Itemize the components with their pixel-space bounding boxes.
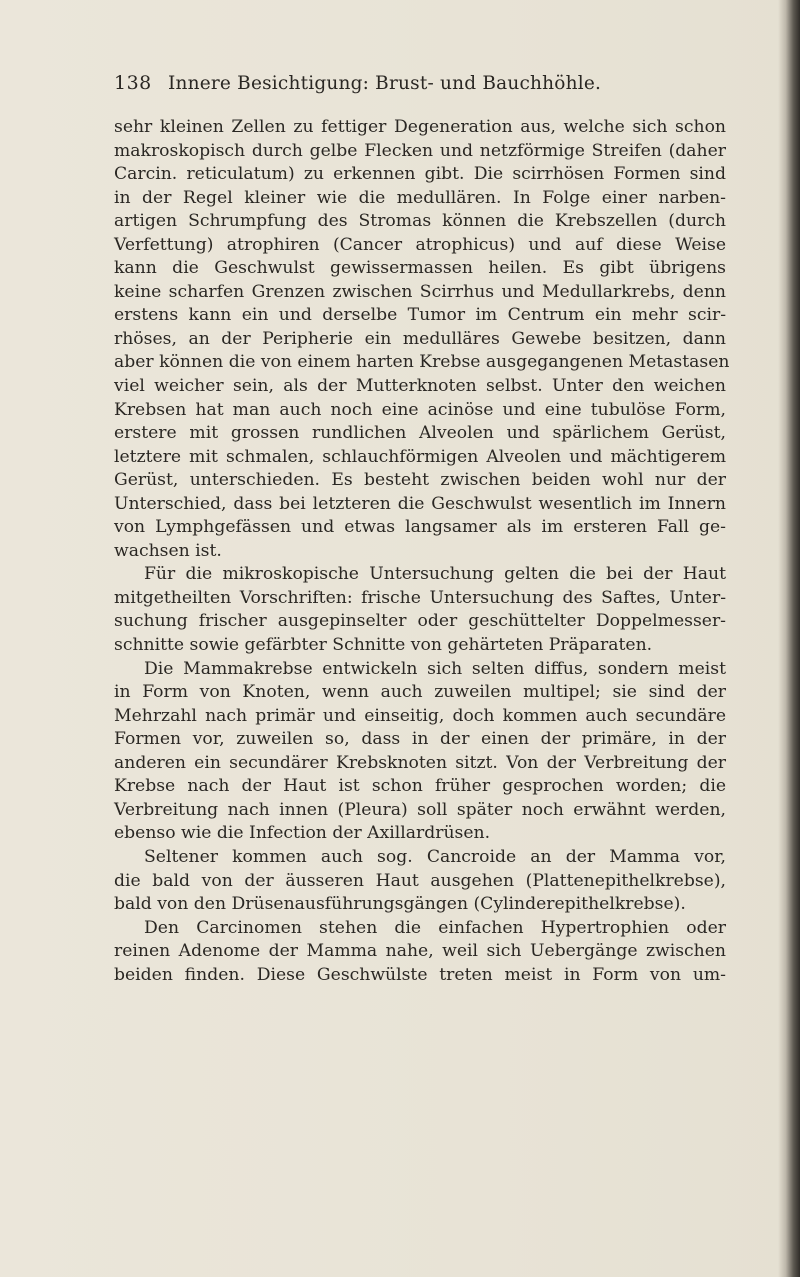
- text-line: Krebse nach der Haut ist schon früher gesprochen worden; die: [114, 776, 726, 797]
- page-header: [114, 72, 734, 102]
- text-line: Mehrzahl nach primär und einseitig, doch kommen auch secundäre: [114, 705, 726, 726]
- text-line: reinen Adenome der Mamma nahe, weil sich Uebergänge zwischen: [114, 941, 726, 962]
- text-line: kann die Geschwulst gewissermassen heilen. Es gibt übrigens: [114, 258, 726, 279]
- page-number: 138: [114, 72, 152, 94]
- text-line: Unterschied, dass bei letzteren die Geschwulst wesentlich im Innern: [114, 493, 726, 514]
- text-line: sehr kleinen Zellen zu fettiger Degeneration aus, welche sich schon: [114, 117, 726, 137]
- text-line: Gerüst, unterschieden. Es besteht zwischen beiden wohl nur der: [114, 470, 726, 491]
- text-line: ebenso wie die Infection der Axillardrüsen.: [114, 823, 491, 844]
- text-line: erstere mit grossen rundlichen Alveolen und spärlichem Gerüst,: [114, 423, 726, 444]
- text-line: suchung frischer ausgepinselter oder geschüttelter Doppelmesser-: [114, 611, 726, 632]
- text-line: von Lymphgefässen und etwas langsamer als im ersteren Fall ge-: [114, 517, 726, 538]
- text-line: Den Carcinomen stehen die einfachen Hypertrophien oder: [144, 917, 726, 938]
- text-line: Verbreitung nach innen (Pleura) soll später noch erwähnt werden,: [114, 799, 726, 820]
- text-line: keine scharfen Grenzen zwischen Scirrhus und Medullarkrebs, denn: [114, 281, 726, 302]
- text-line: beiden finden. Diese Geschwülste treten meist in Form von um-: [114, 964, 726, 985]
- text-line: Carcin. reticulatum) zu erkennen gibt. Die scirrhösen Formen sind: [114, 164, 726, 185]
- body-text: [114, 116, 730, 987]
- text-line: Verfettung) atrophiren (Cancer atrophicus) und auf diese Weise: [114, 234, 726, 255]
- text-line: schnitte sowie gefärbter Schnitte von gehärteten Präparaten.: [114, 635, 653, 656]
- text-line: erstens kann ein und derselbe Tumor im Centrum ein mehr scir-: [114, 305, 726, 326]
- text-line: wachsen ist.: [114, 540, 222, 561]
- text-line: letztere mit schmalen, schlauchförmigen Alveolen und mächtigerem: [114, 446, 726, 467]
- text-line: Formen vor, zuweilen so, dass in der einen der primäre, in der: [114, 729, 726, 750]
- text-line: anderen ein secundärer Krebsknoten sitzt. Von der Verbreitung der: [114, 752, 726, 773]
- text-line: artigen Schrumpfung des Stromas können die Krebszellen (durch: [114, 211, 726, 232]
- text-line: rhöses, an der Peripherie ein medulläres Gewebe besitzen, dann: [114, 328, 726, 349]
- text-line: bald von den Drüsenausführungsgängen (Cylinderepithelkrebse).: [114, 894, 686, 915]
- text-line: Die Mammakrebse entwickeln sich selten diffus, sondern meist: [144, 658, 726, 679]
- text-line: makroskopisch durch gelbe Flecken und netzförmige Streifen (daher: [114, 140, 726, 161]
- text-line: viel weicher sein, als der Mutterknoten selbst. Unter den weichen: [114, 376, 726, 397]
- text-line: Für die mikroskopische Untersuchung gelten die bei der Haut: [144, 564, 726, 585]
- text-line: aber können die von einem harten Krebse ausgegangenen Metastasen: [114, 352, 730, 373]
- text-line: mitgetheilten Vorschriften: frische Untersuchung des Saftes, Unter-: [114, 587, 726, 608]
- text-line: in Form von Knoten, wenn auch zuweilen multipel; sie sind der: [114, 682, 726, 703]
- text-line: in der Regel kleiner wie die medullären. In Folge einer narben-: [114, 187, 726, 208]
- running-head: Innere Besichtigung: Brust- und Bauchhöhle.: [168, 73, 602, 94]
- text-line: Seltener kommen auch sog. Cancroide an der Mamma vor,: [144, 846, 726, 867]
- text-line: die bald von der äusseren Haut ausgehen (Plattenepithelkrebse),: [114, 870, 726, 891]
- text-line: Krebsen hat man auch noch eine acinöse und eine tubulöse Form,: [114, 399, 726, 420]
- page-edge-shadow: [778, 0, 800, 1277]
